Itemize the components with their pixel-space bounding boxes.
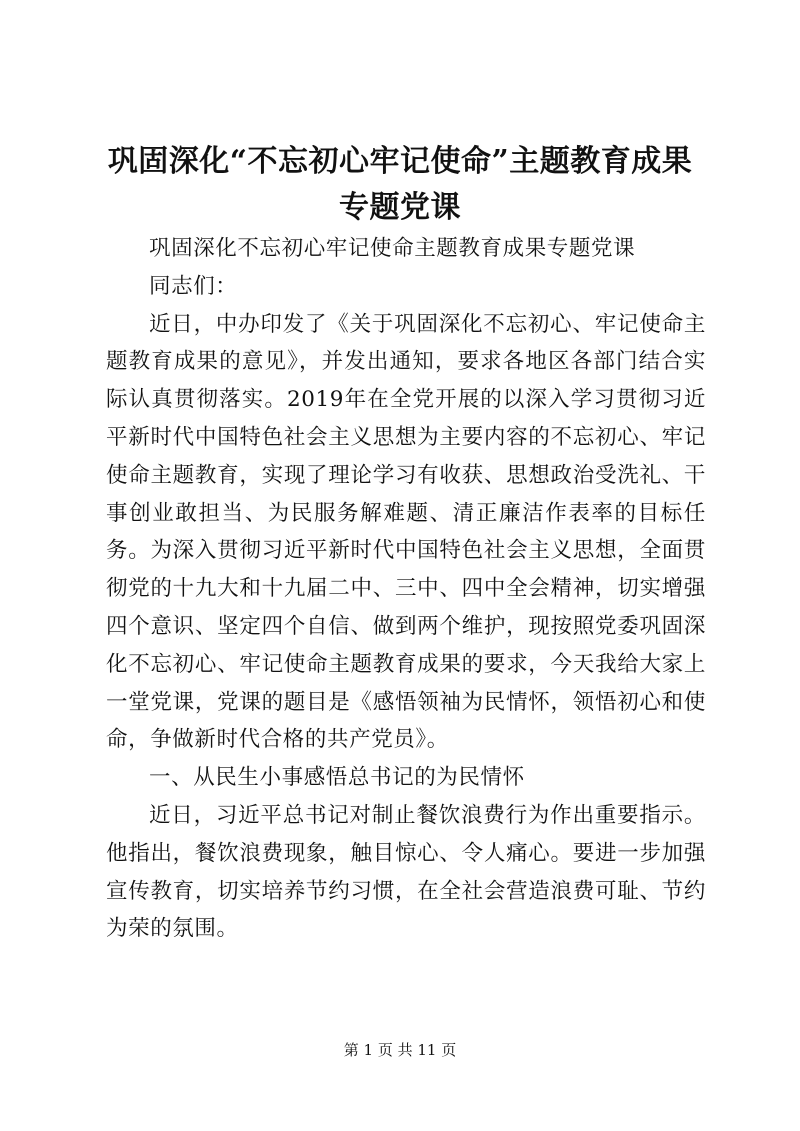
section-heading: 一、从民生小事感悟总书记的为民情怀 [149,765,525,791]
intro-paragraph: 近日，中办印发了《关于巩固深化不忘初心、牢记使命主题教育成果的意见》，并发出通知，要求各地区各部门结合实际认真贯彻落实。2019年在全党开展的以深入学习贯彻习近平新时代中国特色社会主义思想为主要内容的不忘初心、牢记使命主题教育，实现了理论学习有收获、思想政治受洗礼、干事创业敢担当、为民服务解难题、清正廉洁作表率的目标任务。为深入贯彻习近平新时代中国特色社会主义思想，全面贯彻党的十九大和十九届二中、三中、四中全会精神，切实增强四个意识、坚定四个自信、做到两个维护，现按照党委巩固深化不忘初心、牢记使命主题教育成果的要求，今天我给大家上一堂党课，党课的题目是《感悟领袖为民情怀，领悟初心和使命，争做新时代合格的共产党员》。 [106,311,706,753]
document-title-line-1: 巩固深化“不忘初心牢记使命”主题教育成果 [107,144,693,179]
page-number-footer: 第 1 页 共 11 页 [343,1041,457,1059]
document-title-line-2: 专题党课 [339,190,461,225]
document-body [106,230,706,948]
salutation-paragraph: 同志们： [149,273,238,299]
section-paragraph: 近日，习近平总书记对制止餐饮浪费行为作出重要指示。他指出，餐饮浪费现象，触目惊心、令人痛心。要进一步加强宣传教育，切实培养节约习惯，在全社会营造浪费可耻、节约为荣的氛围。 [106,802,706,942]
subtitle-paragraph: 巩固深化不忘初心牢记使命主题教育成果专题党课 [149,236,636,261]
